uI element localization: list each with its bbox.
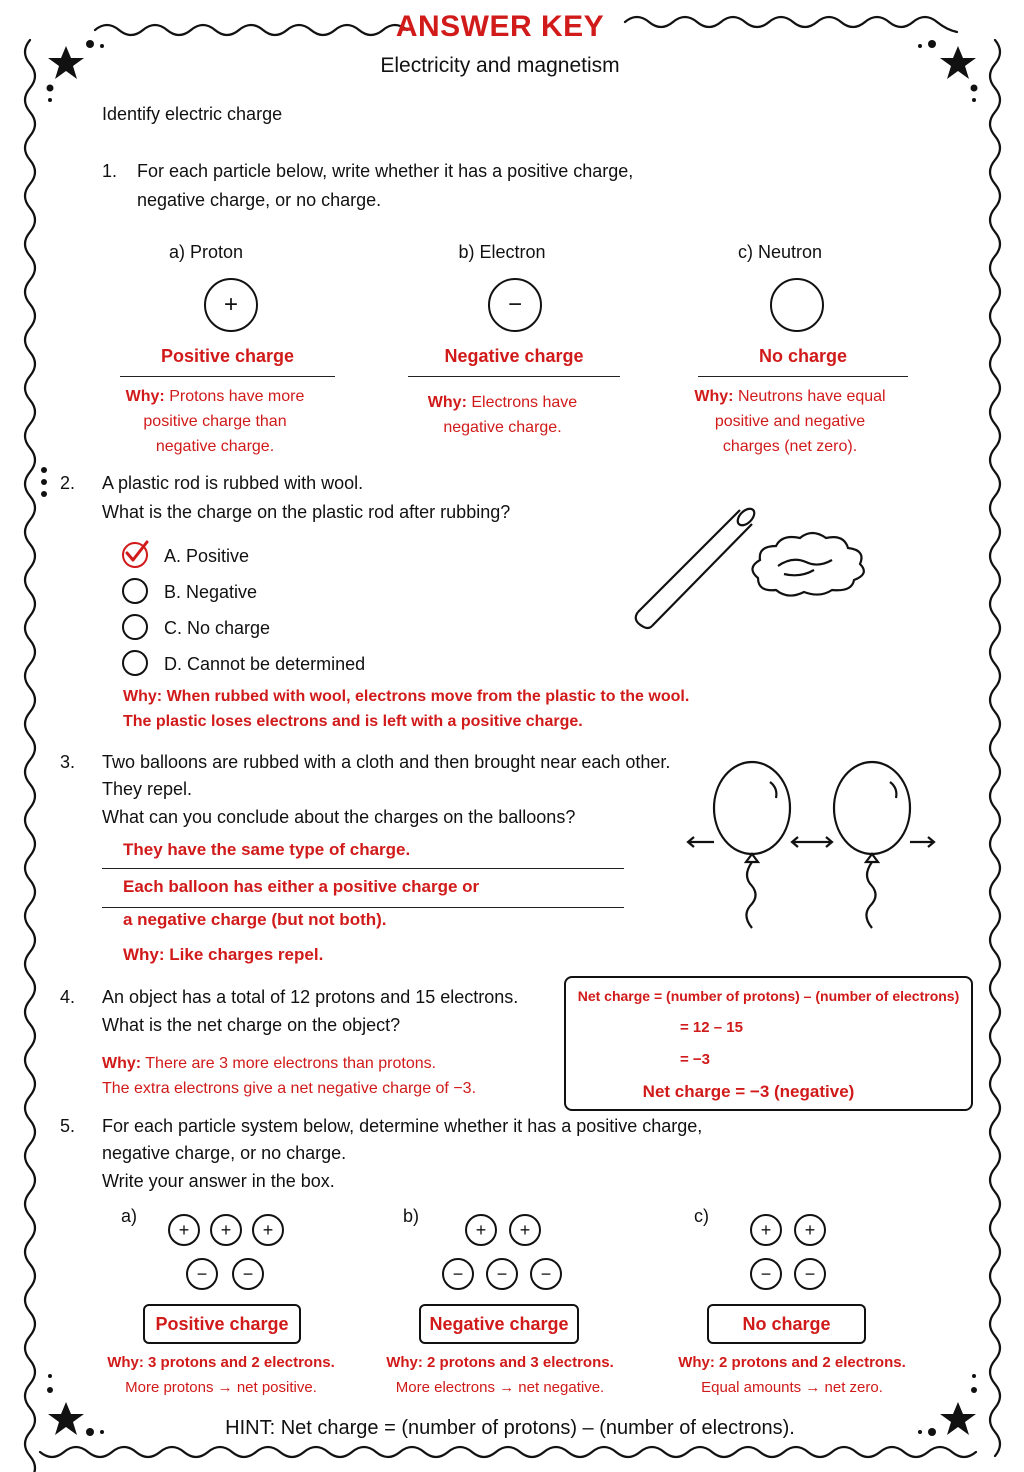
proton-icon: +: [168, 1214, 200, 1246]
neutron-icon: [770, 278, 824, 332]
why-text: Why: 2 protons and 2 electrons. Equal amounts → net zero.: [678, 1354, 906, 1396]
proton-icon: +: [750, 1214, 782, 1246]
option-radio-d[interactable]: [122, 650, 148, 676]
question-number: 1.: [102, 161, 118, 181]
answer-line: [408, 376, 620, 377]
formula-text: Net charge = (number of protons) – (number of electrons): [577, 988, 960, 1004]
repelling-balloons-illustration: [680, 760, 940, 940]
question-number: 3.: [60, 752, 76, 772]
question-prompt: Two balloons are rubbed with a cloth and then brought near each other.: [102, 752, 671, 772]
question-prompt: negative charge, or no charge.: [137, 190, 382, 210]
why-text: Why: Electrons have negative charge.: [427, 394, 578, 436]
star-icon: [940, 46, 976, 79]
electron-icon: −: [442, 1258, 474, 1290]
hint-text: HINT: Net charge = (number of protons) – (number of electrons).: [225, 1417, 795, 1439]
checkmark-icon: [121, 538, 151, 568]
plastic-rod-icon: [638, 510, 752, 626]
formula-result: Net charge = −3 (negative): [642, 1082, 855, 1101]
answer-line: [102, 907, 624, 908]
option-radio-a[interactable]: [122, 542, 148, 568]
particle-label: a) Proton: [168, 242, 244, 262]
formula-text: = −3: [680, 1051, 711, 1068]
proton-icon: +: [794, 1214, 826, 1246]
question-prompt: For each particle system below, determine whether it has a positive charge,: [102, 1116, 703, 1136]
particle-label: b) Electron: [458, 242, 546, 262]
electron-icon: −: [186, 1258, 218, 1290]
question-prompt: An object has a total of 12 protons and 15 electrons.: [102, 987, 519, 1007]
page-subtitle: Electricity and magnetism: [380, 54, 620, 77]
answer-line: [102, 868, 624, 869]
option-label: C. No charge: [164, 618, 271, 638]
electron-icon: −: [794, 1258, 826, 1290]
why-text: Why: Neutrons have equal positive and negative charges (net zero).: [694, 388, 886, 455]
system-label: c): [694, 1206, 709, 1226]
electron-icon: −: [232, 1258, 264, 1290]
answer-text: They have the same type of charge.: [123, 840, 411, 859]
proton-icon: +: [210, 1214, 242, 1246]
electron-icon: −: [750, 1258, 782, 1290]
answer-box[interactable]: No charge: [707, 1304, 866, 1344]
arrow-left-icon: [688, 837, 714, 847]
answer-line: [120, 376, 335, 377]
question-prompt: For each particle below, write whether it has a positive charge,: [137, 161, 634, 181]
electron-icon: −: [486, 1258, 518, 1290]
proton-icon: +: [509, 1214, 541, 1246]
option-label: A. Positive: [164, 546, 250, 566]
wool-icon: [752, 533, 863, 596]
particle-label: c) Neutron: [737, 242, 823, 262]
answer-text: Negative charge: [444, 346, 584, 366]
electron-icon: −: [488, 278, 542, 332]
star-icon: [48, 1402, 84, 1435]
double-arrow-icon: [792, 837, 832, 847]
option-label: D. Cannot be determined: [164, 654, 366, 674]
question-prompt: What is the charge on the plastic rod after rubbing?: [102, 502, 511, 522]
formula-text: = 12 – 15: [680, 1019, 743, 1036]
system-label: a): [121, 1206, 138, 1226]
star-icon: [48, 46, 84, 79]
why-text: Why: Protons have more positive charge than negative charge.: [125, 388, 305, 455]
star-icon: [940, 1402, 976, 1435]
proton-icon: +: [252, 1214, 284, 1246]
answer-line: [698, 376, 908, 377]
balloon-icon: [834, 762, 910, 854]
rod-and-wool-illustration: [628, 500, 878, 640]
question-number: 4.: [60, 987, 76, 1007]
question-number: 2.: [60, 473, 76, 493]
option-label: B. Negative: [164, 582, 258, 602]
answer-text: Each balloon has either a positive charge or: [123, 877, 480, 896]
page-title: ANSWER KEY: [395, 10, 605, 43]
why-text: Why: 2 protons and 3 electrons. More electrons → net negative.: [386, 1354, 614, 1396]
question-prompt: What is the net charge on the object?: [102, 1015, 401, 1035]
question-prompt: What can you conclude about the charges on the balloons?: [102, 807, 576, 827]
why-text: Why: When rubbed with wool, electrons move from the plastic to the wool. The plastic loses electrons and is left with a positive charge.: [123, 688, 690, 730]
answer-text: No charge: [758, 346, 848, 366]
section-heading: Identify electric charge: [102, 104, 283, 124]
question-prompt: A plastic rod is rubbed with wool.: [102, 473, 364, 493]
balloon-icon: [714, 762, 790, 854]
proton-icon: +: [204, 278, 258, 332]
option-radio-c[interactable]: [122, 614, 148, 640]
question-prompt: They repel.: [102, 779, 193, 799]
answer-box[interactable]: Negative charge: [419, 1304, 579, 1344]
why-text: Why: Like charges repel.: [123, 945, 324, 964]
why-text: Why: There are 3 more electrons than protons. The extra electrons give a net negative charge of −3.: [102, 1055, 477, 1097]
answer-text: Positive charge: [160, 346, 295, 366]
why-text: Why: 3 protons and 2 electrons. More protons → net positive.: [107, 1354, 335, 1396]
question-prompt: Write your answer in the box.: [102, 1171, 335, 1191]
question-number: 5.: [60, 1116, 76, 1136]
proton-icon: +: [465, 1214, 497, 1246]
system-label: b): [403, 1206, 420, 1226]
answer-text: a negative charge (but not both).: [123, 910, 387, 929]
electron-icon: −: [530, 1258, 562, 1290]
arrow-right-icon: [910, 837, 934, 847]
question-prompt: negative charge, or no charge.: [102, 1143, 347, 1163]
answer-box[interactable]: Positive charge: [143, 1304, 301, 1344]
option-radio-b[interactable]: [122, 578, 148, 604]
